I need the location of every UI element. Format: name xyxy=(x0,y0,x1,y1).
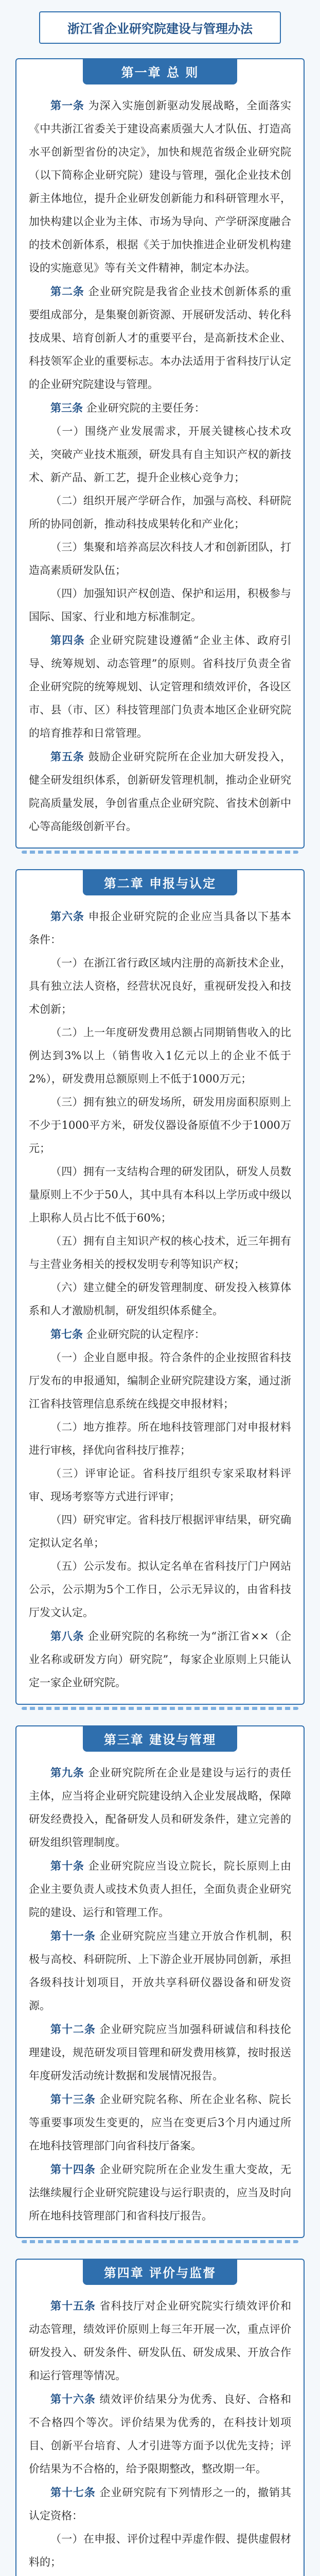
article-text: 企业研究院应当设立院长，院长原则上由企业主要负责人或技术负责人担任，全面负责企业研究院的建设、运行和管理工作。 xyxy=(29,1860,292,1919)
article-number: 第十七条 xyxy=(50,2486,96,2499)
chapter-list xyxy=(0,58,320,2576)
article-text: 企业研究院名称、所在企业名称、院长等重要事项发生变更的，应当在变更后3个月内通过所在地科技管理部门向省科技厅备案。 xyxy=(29,2093,292,2152)
article-item xyxy=(29,2574,291,2576)
article-paragraph xyxy=(29,629,291,745)
article-number: 第九条 xyxy=(50,1766,84,1779)
article-text: 申报企业研究院的企业应当具备以下基本条件： xyxy=(29,910,292,946)
article-number: 第六条 xyxy=(50,910,84,923)
article-text: 企业研究院是我省企业技术创新体系的重要组成部分，是集聚创新资源、开展研发活动、转化科技成果、培育创新人才的重要平台，是高新技术企业、科技领军企业的重要标志。本办法适用于省科技厅认定的企业研究院建设与管理。 xyxy=(29,285,292,391)
article-text: 企业研究院的主要任务： xyxy=(86,402,205,414)
article-item: （三）拥有独立的研发场所，研发用房面积原则上不少于1000平方米，研发仪器设备原值不少于1000万元； xyxy=(29,1096,291,1155)
article-paragraph xyxy=(29,280,291,396)
article-text: 省科技厅对企业研究院实行绩效评价和动态管理，绩效评价原则上每三年开展一次，重点评价研发投入、研发条件、研发队伍、研发成果、开放合作和运行管理等情况。 xyxy=(29,2300,292,2382)
article-paragraph xyxy=(29,2294,291,2387)
article-item: （六）建立健全的研发管理制度、研发投入核算体系和人才激励机制，研发组织体系健全。 xyxy=(29,1281,291,1317)
article-item: （一）企业自愿申报。符合条件的企业按照省科技厅发布的申报通知，编制企业研究院建设方案，通过浙江省科技管理信息系统在线提交申报材料； xyxy=(29,1351,291,1410)
article-text: 为深入实施创新驱动发展战略，全面落实《中共浙江省委关于建设高素质强大人才队伍、打造高水平创新型省份的决定》，加快和规范省级企业研究院（以下简称企业研究院）建设与管理，强化企业技术创新主体地位，提升企业研发创新能力和科研管理水平，加快构建以企业为主体、市场为导向、产学研深度融合的技术创新体系，根据《关于加快推进企业研发机构建设的实施意见》等有关文件精神，制定本办法。 xyxy=(29,99,292,274)
article-number: 第十三条 xyxy=(50,2093,96,2106)
chapter-title: 第二章 申报与认定 xyxy=(83,869,237,895)
article-paragraph xyxy=(29,1854,291,1924)
article-text: 企业研究院有下列情形之一的，撤销其认定资格： xyxy=(29,2486,292,2522)
article-item: （三）集聚和培养高层次科技人才和创新团队，打造高素质研发队伍； xyxy=(29,541,291,577)
article-paragraph xyxy=(29,2158,291,2228)
article-text: 企业研究院的认定程序： xyxy=(86,1328,205,1341)
article-paragraph xyxy=(29,2481,291,2528)
article-number: 第五条 xyxy=(50,750,84,763)
article-number: 第十一条 xyxy=(50,1929,96,1942)
article-text: 企业研究院的名称统一为“浙江省××（企业名称或研发方向）研究院”，每家企业原则上只能认定一家企业研究院。 xyxy=(29,1630,291,1689)
article-item: （一）在浙江省行政区域内注册的高新技术企业，具有独立法人资格，经营状况良好，重视研发投入和技术创新； xyxy=(29,957,291,1015)
article-number: 第十四条 xyxy=(50,2163,96,2176)
article-text: 企业研究院应当加强科研诚信和科技伦理建设，规范研发项目管理和研发费用核算，按时报送年度研发活动统计数据和发展情况报告。 xyxy=(29,2023,292,2082)
chapter-section xyxy=(15,58,305,849)
article-item: （四）研究审定。省科技厅根据评审结果，研究确定拟认定名单； xyxy=(29,1514,291,1549)
article-number: 第三条 xyxy=(50,401,83,414)
article-number: 第十二条 xyxy=(50,2023,96,2036)
document-title: 浙江省企业研究院建设与管理办法 xyxy=(39,11,281,44)
article-paragraph xyxy=(29,1924,291,2018)
article-number: 第七条 xyxy=(50,1328,83,1341)
article-paragraph xyxy=(29,2387,291,2481)
article-item: （二）上一年度研发费用总额占同期销售收入的比例达到3%以上（销售收入1亿元以上的企业不低于2%），研发费用总额原则上不低于1000万元； xyxy=(29,1026,291,1085)
article-text: 绩效评价结果分为优秀、良好、合格和不合格四个等次。评价结果为优秀的，在科技计划项目、创新平台培育、人才引进等方面予以优先支持；评价结果为不合格的，给予限期整改，整改期一年。 xyxy=(29,2393,292,2475)
article-number: 第四条 xyxy=(50,634,85,647)
chapter-title: 第一章 总 则 xyxy=(83,58,237,84)
article-paragraph xyxy=(29,905,291,952)
article-item: （一）围绕产业发展需求，开展关键核心技术攻关，突破产业技术瓶颈，研发具有自主知识产权的新技术、新产品、新工艺，提升企业核心竞争力； xyxy=(29,425,291,484)
article-number: 第十五条 xyxy=(50,2299,96,2312)
article-text: 企业研究院所在企业发生重大变故，无法继续履行企业研究院建设与运行职责的，应当及时向所在地科技管理部门和省科技厅报告。 xyxy=(29,2163,292,2222)
article-number: 第十六条 xyxy=(50,2393,96,2405)
article-paragraph xyxy=(29,1761,291,1854)
article-text: 企业研究院所在企业是建设与运行的责任主体，应当将企业研究院建设纳入企业发展战略，保障研发经费投入，配备研发人员和研发条件，建立完善的研发组织管理制度。 xyxy=(29,1767,292,1849)
chapter-section xyxy=(15,1725,305,2238)
article-paragraph xyxy=(29,745,291,838)
article-text: 鼓励企业研究院所在企业加大研发投入，健全研发组织体系，创新研发管理机制，推动企业研究院高质量发展，争创省重点企业研究院、省技术创新中心等高能级创新平台。 xyxy=(29,751,292,833)
article-paragraph xyxy=(29,396,291,420)
article-text: 企业研究院建设遵循“企业主体、政府引导、统筹规划、动态管理”的原则。省科技厅负责全省企业研究院的统筹规划、认定管理和绩效评价，各设区市、县（市、区）科技管理部门负责本地区企业研究院的培育推荐和日常管理。 xyxy=(29,634,292,739)
article-item: （二）组织开展产学研合作，加强与高校、科研院所的协同创新，推动科技成果转化和产业化； xyxy=(29,495,291,530)
article-paragraph xyxy=(29,2018,291,2088)
article-paragraph xyxy=(29,2088,291,2158)
article-item: （四）加强知识产权创造、保护和运用，积极参与国际、国家、行业和地方标准制定。 xyxy=(29,587,291,623)
article-number: 第一条 xyxy=(50,99,84,112)
chapter-title: 第四章 评价与监督 xyxy=(83,2259,237,2285)
chapter-title: 第三章 建设与管理 xyxy=(83,1725,237,1752)
article-text: 企业研究院应当建立开放合作机制，积极与高校、科研院所、上下游企业开展协同创新，承担各级科技计划项目，开放共享科研仪器设备和研发资源。 xyxy=(29,1930,292,2012)
chapter-section xyxy=(15,869,305,1705)
article-paragraph xyxy=(29,1624,291,1694)
article-item: （二）地方推荐。所在地科技管理部门对申报材料进行审核，择优向省科技厅推荐； xyxy=(29,1421,291,1456)
article-item: （五）拥有自主知识产权的核心技术，近三年拥有与主营业务相关的授权发明专利等知识产权； xyxy=(29,1235,291,1270)
article-item: （三）评审论证。省科技厅组织专家采取材料评审、现场考察等方式进行评审； xyxy=(29,1467,291,1503)
chapter-section xyxy=(15,2259,305,2576)
article-item: （四）拥有一支结构合理的研发团队，研发人员数量原则上不少于50人，其中具有本科以上学历或中级以上职称人员占比不低于60%； xyxy=(29,1165,291,1224)
article-paragraph xyxy=(29,94,291,280)
article-number: 第八条 xyxy=(50,1630,84,1642)
article-number: 第十条 xyxy=(50,1859,84,1872)
article-paragraph xyxy=(29,1323,291,1346)
article-item: （一）在申报、评价过程中弄虚作假、提供虚假材料的； xyxy=(29,2533,291,2568)
article-number: 第二条 xyxy=(50,285,84,298)
article-item: （五）公示发布。拟认定名单在省科技厅门户网站公示，公示期为5个工作日，公示无异议的，由省科技厅发文认定。 xyxy=(29,1560,291,1619)
